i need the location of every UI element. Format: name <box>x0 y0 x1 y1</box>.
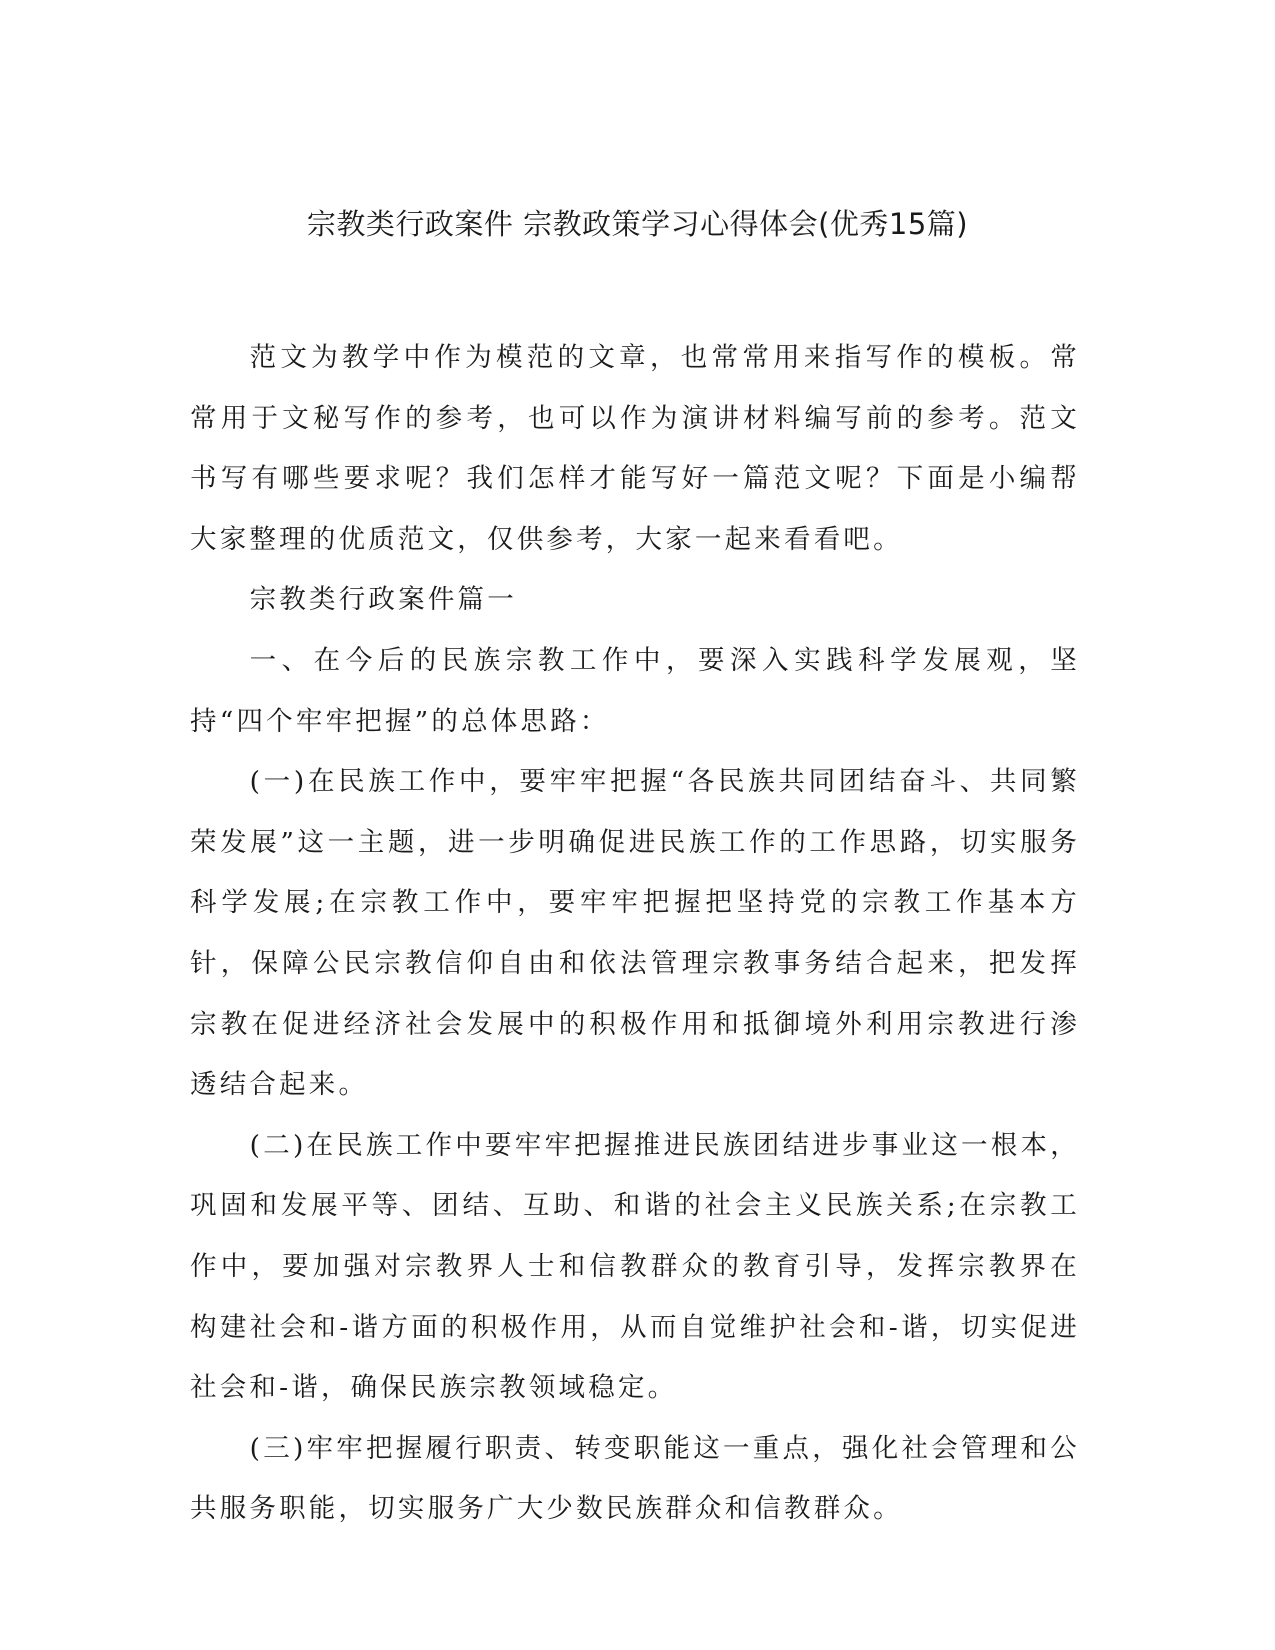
body-paragraph: 一、在今后的民族宗教工作中，要深入实践科学发展观，坚持“四个牢牢把握”的总体思路： <box>190 644 1080 737</box>
body-paragraph: (二)在民族工作中要牢牢把握推进民族团结进步事业这一根本，巩固和发展平等、团结、互助、和谐的社会主义民族关系;在宗教工作中，要加强对宗教界人士和信教群众的教育引导，发挥宗教界在构建社会和-谐方面的积极作用，从而自觉维护社会和-谐，切实促进社会和-谐，确保民族宗教领域稳定。 <box>190 1129 1080 1404</box>
document-title: 宗教类行政案件 宗教政策学习心得体会(优秀15篇) <box>306 207 969 241</box>
section-heading: 宗教类行政案件篇一 <box>249 584 517 616</box>
body-paragraph: (三)牢牢把握履行职责、转变职能这一重点，强化社会管理和公共服务职能，切实服务广大少数民族群众和信教群众。 <box>190 1432 1080 1525</box>
intro-paragraph: 范文为教学中作为模范的文章，也常常用来指写作的模板。常常用于文秘写作的参考，也可以作为演讲材料编写前的参考。范文书写有哪些要求呢？我们怎样才能写好一篇范文呢？下面是小编帮大家整理的优质范文，仅供参考，大家一起来看看吧。 <box>190 342 1080 555</box>
body-paragraph: (一)在民族工作中，要牢牢把握“各民族共同团结奋斗、共同繁荣发展”这一主题，进一步明确促进民族工作的工作思路，切实服务科学发展;在宗教工作中，要牢牢把握把坚持党的宗教工作基本方针，保障公民宗教信仰自由和依法管理宗教事务结合起来，把发挥宗教在促进经济社会发展中的积极作用和抵御境外利用宗教进行渗透结合起来。 <box>190 766 1080 1101</box>
document-body <box>190 328 1080 1540</box>
